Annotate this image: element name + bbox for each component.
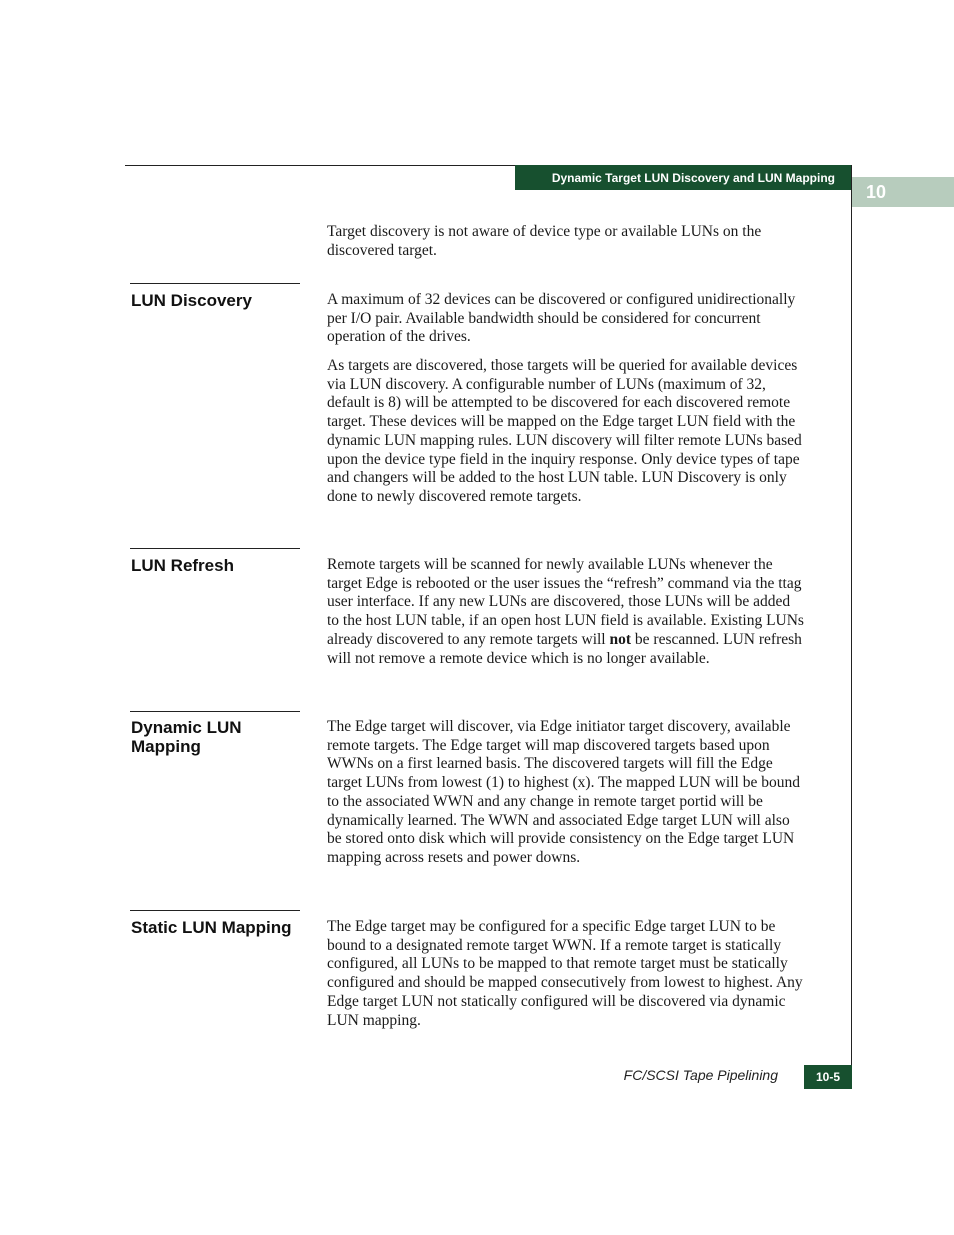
footer-book-title: FC/SCSI Tape Pipelining <box>623 1067 778 1083</box>
heading-lun-refresh: LUN Refresh <box>131 556 234 575</box>
lun-refresh-text-start: Remote targets will be scanned for newly available LUNs whenever the target Edge is rebooted or the user issues the “refresh” command via the ttag user interface. If any new LUNs are discovered, those LUNs will be added to the host LUN table, if an open host LUN field is available. Existing LUNs already discovered to any remote targets will <box>327 556 804 648</box>
page-number: 10-5 <box>815 1070 841 1084</box>
heading-lun-discovery: LUN Discovery <box>131 291 252 310</box>
page-right-rule <box>851 165 852 1089</box>
static-lun-mapping-paragraph: The Edge target may be configured for a specific Edge target LUN to be bound to a designated remote target WWN. If a remote target is statically configured, all LUNs to be mapped to that remote target must be statically configured and should be mapped consecutively from lowest to highest. Any Edge target LUN not statically configured will be discovered via dynamic LUN mapping. <box>327 918 803 1029</box>
lun-discovery-paragraph-2: As targets are discovered, those targets will be queried for available devices via LUN discovery. A configurable number of LUNs (maximum of 32, default is 8) will be attempted to be discovered for each discovered remote target. These devices will be mapped on the Edge target LUN field with the dynamic LUN mapping rules. LUN discovery will filter remote LUNs based upon the device type field in the inquiry response. Only device types of tape and changers will be added to the host LUN table. LUN Discovery is only done to newly discovered remote targets. <box>327 357 802 505</box>
lun-discovery-paragraph-1: A maximum of 32 devices can be discovered or configured unidirectionally per I/O pair. Available bandwidth should be considered for concurrent operation of the drives. <box>327 291 796 346</box>
heading-dynamic-lun-mapping: Dynamic LUN Mapping <box>131 718 242 756</box>
running-header-title: Dynamic Target LUN Discovery and LUN Mapping <box>551 170 835 185</box>
page-number-badge <box>804 1065 852 1089</box>
running-header <box>515 165 852 190</box>
chapter-tab <box>852 177 954 207</box>
section-rule-lun-refresh <box>130 548 300 549</box>
section-rule-lun-discovery <box>130 283 300 284</box>
heading-static-lun-mapping: Static LUN Mapping <box>131 918 292 937</box>
lun-refresh-text-end: be rescanned. LUN refresh will not remove a remote device which is no longer available. <box>327 630 802 667</box>
section-rule-dynamic-lun-mapping <box>130 711 300 712</box>
lun-refresh-paragraph <box>327 556 805 668</box>
chapter-number: 10 <box>866 181 887 202</box>
emphasis-not: not <box>609 630 632 648</box>
dynamic-lun-mapping-paragraph: The Edge target will discover, via Edge initiator target discovery, available remote targets. The Edge target will map discovered targets based upon WWNs on a first learned basis. The discovered targets will fill the Edge target LUNs from lowest (1) to highest (x). The mapped LUN will be bound to the associated WWN and any change in remote target portid will be dynamically learned. The WWN and associated Edge target LUN will also be stored onto disk which will provide consistency on the Edge target LUN mapping across resets and power downs. <box>327 718 800 866</box>
section-rule-static-lun-mapping <box>130 910 300 911</box>
intro-paragraph: Target discovery is not aware of device type or available LUNs on the discovered target. <box>327 223 762 259</box>
